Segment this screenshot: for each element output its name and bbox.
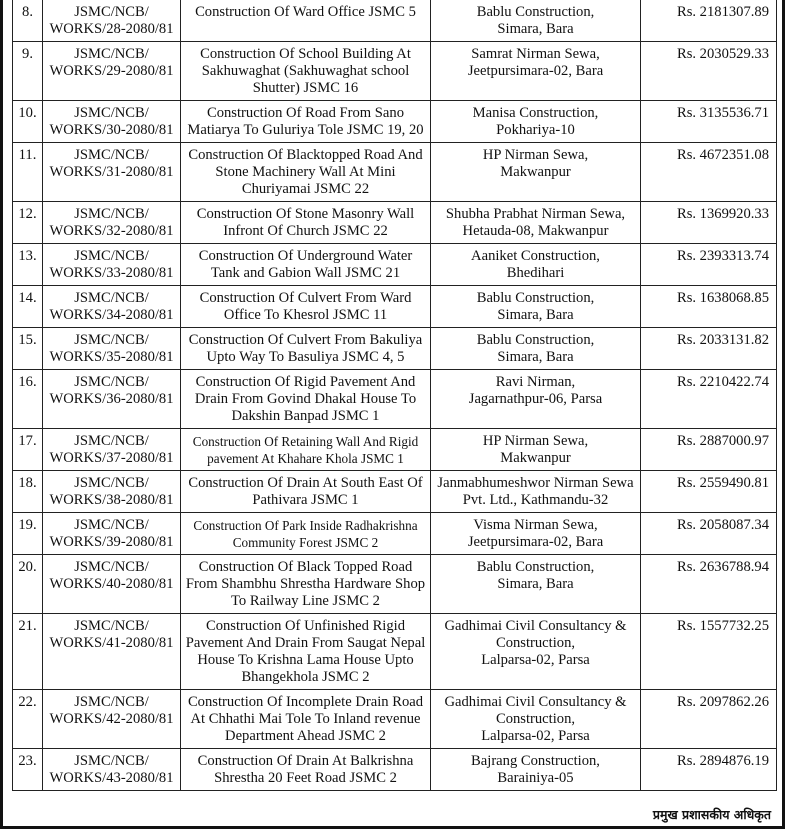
- work-description-cell-line: Construction Of Rigid Pavement And: [195, 374, 416, 390]
- contractor-cell-line: Bablu Construction,: [476, 4, 595, 20]
- reference-number-cell-line: JSMC/NCB/: [74, 559, 149, 575]
- table-row: [13, 202, 777, 244]
- contract-amount-cell: Rs. 2559490.81: [641, 471, 777, 513]
- reference-number-cell: [43, 101, 181, 143]
- reference-number-cell: [43, 429, 181, 471]
- table-row: [13, 513, 777, 555]
- contract-amount-cell: Rs. 2210422.74: [641, 370, 777, 429]
- work-description-cell: [181, 614, 431, 690]
- work-description-cell-line: Construction Of Unfinished Rigid: [205, 618, 406, 634]
- reference-number-cell-line: JSMC/NCB/: [74, 475, 149, 491]
- reference-number-cell: [43, 555, 181, 614]
- serial-number-cell: 20.: [13, 555, 43, 614]
- contractor-cell-line: Bablu Construction,: [476, 559, 595, 575]
- table-row: [13, 328, 777, 370]
- reference-number-cell: [43, 202, 181, 244]
- contractor-cell-line: Jeetpursimara-02, Bara: [467, 63, 604, 79]
- reference-number-cell-line: WORKS/38-2080/81: [49, 492, 174, 508]
- contractor-cell-line: Gadhimai Civil Consultancy &: [444, 694, 627, 710]
- contractor-cell-line: Samrat Nirman Sewa,: [471, 46, 600, 62]
- work-description-cell: [181, 471, 431, 513]
- serial-number-cell: 8.: [13, 0, 43, 42]
- serial-number-cell: 23.: [13, 749, 43, 791]
- contractor-cell-line: Jeetpursimara-02, Bara: [467, 534, 604, 550]
- serial-number-cell: 17.: [13, 429, 43, 471]
- contractor-cell: [431, 101, 641, 143]
- contractor-cell-line: Makwanpur: [500, 164, 571, 180]
- reference-number-cell-line: WORKS/37-2080/81: [49, 450, 174, 466]
- contractor-cell-line: Jagarnathpur-06, Parsa: [468, 391, 603, 407]
- serial-number-cell: 14.: [13, 286, 43, 328]
- table-row: [13, 555, 777, 614]
- table-row: [13, 370, 777, 429]
- contract-amount-cell: Rs. 1638068.85: [641, 286, 777, 328]
- work-description-cell-line: Construction Of Incomplete Drain Road: [187, 694, 424, 710]
- work-description-cell-line: Pathivara JSMC 1: [252, 492, 359, 508]
- contracts-table-body: [13, 0, 777, 791]
- work-description-cell-line: Shrestha 20 Feet Road JSMC 2: [214, 770, 397, 786]
- reference-number-cell-line: WORKS/32-2080/81: [49, 223, 174, 239]
- work-description-cell-line: Construction Of Culvert From Ward: [199, 290, 412, 306]
- reference-number-cell: [43, 690, 181, 749]
- work-description-cell-line: Construction Of Retaining Wall And Rigid: [192, 434, 419, 449]
- reference-number-cell: [43, 471, 181, 513]
- contractor-cell: [431, 244, 641, 286]
- work-description-cell: [181, 513, 431, 555]
- signature-caption: प्रमुख प्रशासकीय अधिकृत: [652, 807, 771, 822]
- serial-number-cell: 12.: [13, 202, 43, 244]
- work-description-cell-line: Drain From Govind Dhakal House To: [194, 391, 417, 407]
- reference-number-cell-line: JSMC/NCB/: [74, 618, 149, 634]
- contract-amount-cell: Rs. 2887000.97: [641, 429, 777, 471]
- contractor-cell-line: Manisa Construction,: [472, 105, 599, 121]
- table-row: [13, 749, 777, 791]
- reference-number-cell-line: JSMC/NCB/: [74, 517, 149, 533]
- contractor-cell-line: Lalparsa-02, Parsa: [481, 728, 590, 744]
- contractor-cell: [431, 370, 641, 429]
- contractor-cell: [431, 202, 641, 244]
- serial-number-cell: 13.: [13, 244, 43, 286]
- work-description-cell: [181, 429, 431, 471]
- contract-amount-cell: Rs. 2033131.82: [641, 328, 777, 370]
- table-row: [13, 244, 777, 286]
- work-description-cell: [181, 42, 431, 101]
- contractor-cell-line: Pvt. Ltd., Kathmandu-32: [462, 492, 609, 508]
- contractor-cell: [431, 429, 641, 471]
- work-description-cell-line: Upto Way To Basuliya JSMC 4, 5: [206, 349, 405, 365]
- work-description-cell-line: Infront Of Church JSMC 22: [223, 223, 388, 239]
- reference-number-cell-line: JSMC/NCB/: [74, 290, 149, 306]
- serial-number-cell: 19.: [13, 513, 43, 555]
- contractor-cell-line: Barainiya-05: [497, 770, 574, 786]
- contractor-cell: [431, 614, 641, 690]
- contractor-cell-line: Janmabhumeshwor Nirman Sewa: [437, 475, 634, 491]
- reference-number-cell-line: JSMC/NCB/: [74, 206, 149, 222]
- reference-number-cell-line: WORKS/35-2080/81: [49, 349, 174, 365]
- table-row: [13, 0, 777, 42]
- reference-number-cell-line: JSMC/NCB/: [74, 433, 149, 449]
- reference-number-cell: [43, 749, 181, 791]
- reference-number-cell-line: JSMC/NCB/: [74, 694, 149, 710]
- serial-number-cell: 9.: [13, 42, 43, 101]
- contractor-cell: [431, 749, 641, 791]
- work-description-cell: [181, 690, 431, 749]
- work-description-cell-line: Matiarya To Guluriya Tole JSMC 19, 20: [187, 122, 424, 138]
- work-description-cell: [181, 143, 431, 202]
- work-description-cell-line: Shutter) JSMC 16: [252, 80, 359, 96]
- reference-number-cell: [43, 370, 181, 429]
- work-description-cell-line: At Chhathi Mai Tole To Inland revenue: [190, 711, 421, 727]
- serial-number-cell: 10.: [13, 101, 43, 143]
- contractor-cell-line: Bablu Construction,: [476, 290, 595, 306]
- work-description-cell: [181, 0, 431, 42]
- contractor-cell-line: Shubha Prabhat Nirman Sewa,: [445, 206, 626, 222]
- serial-number-cell: 15.: [13, 328, 43, 370]
- contractor-cell-line: Bhedihari: [506, 265, 565, 281]
- work-description-cell-line: Construction Of Park Inside Radhakrishna: [193, 518, 418, 533]
- work-description-cell-line: House To Krishna Lama House Upto: [197, 652, 414, 668]
- table-row: [13, 286, 777, 328]
- table-row: [13, 471, 777, 513]
- reference-number-cell-line: JSMC/NCB/: [74, 105, 149, 121]
- reference-number-cell-line: JSMC/NCB/: [74, 4, 149, 20]
- work-description-cell-line: pavement At Khahare Khola JSMC 1: [207, 451, 404, 466]
- table-row: [13, 101, 777, 143]
- reference-number-cell-line: WORKS/30-2080/81: [49, 122, 174, 138]
- contract-amount-cell: Rs. 2393313.74: [641, 244, 777, 286]
- serial-number-cell: 21.: [13, 614, 43, 690]
- work-description-cell-line: Stone Machinery Wall At Mini: [215, 164, 396, 180]
- contracts-table: [12, 0, 777, 791]
- contract-amount-cell: Rs. 1557732.25: [641, 614, 777, 690]
- contract-amount-cell: Rs. 2030529.33: [641, 42, 777, 101]
- contractor-cell-line: HP Nirman Sewa,: [482, 433, 589, 449]
- contractor-cell: [431, 513, 641, 555]
- work-description-cell-line: Construction Of Stone Masonry Wall: [196, 206, 415, 222]
- contractor-cell: [431, 286, 641, 328]
- reference-number-cell: [43, 328, 181, 370]
- reference-number-cell-line: WORKS/31-2080/81: [49, 164, 174, 180]
- contractor-cell-line: Bablu Construction,: [476, 332, 595, 348]
- work-description-cell-line: Construction Of Road From Sano: [206, 105, 404, 121]
- contractor-cell-line: Simara, Bara: [497, 21, 574, 37]
- reference-number-cell: [43, 244, 181, 286]
- contractor-cell-line: Simara, Bara: [497, 349, 574, 365]
- reference-number-cell-line: WORKS/36-2080/81: [49, 391, 174, 407]
- contract-amount-cell: Rs. 4672351.08: [641, 143, 777, 202]
- contractor-cell-line: Simara, Bara: [497, 576, 574, 592]
- reference-number-cell-line: WORKS/43-2080/81: [49, 770, 174, 786]
- contractor-cell-line: Visma Nirman Sewa,: [473, 517, 598, 533]
- work-description-cell-line: Bhangekhola JSMC 2: [241, 669, 370, 685]
- work-description-cell-line: Construction Of Drain At South East Of: [188, 475, 423, 491]
- contract-amount-cell: Rs. 2058087.34: [641, 513, 777, 555]
- contractor-cell-line: Ravi Nirman,: [495, 374, 576, 390]
- reference-number-cell: [43, 143, 181, 202]
- reference-number-cell-line: JSMC/NCB/: [74, 374, 149, 390]
- reference-number-cell-line: WORKS/42-2080/81: [49, 711, 174, 727]
- reference-number-cell: [43, 42, 181, 101]
- contract-amount-cell: Rs. 2636788.94: [641, 555, 777, 614]
- reference-number-cell: [43, 614, 181, 690]
- contractor-cell-line: Gadhimai Civil Consultancy &: [444, 618, 627, 634]
- table-row: [13, 143, 777, 202]
- contractor-cell-line: Lalparsa-02, Parsa: [481, 652, 590, 668]
- work-description-cell: [181, 370, 431, 429]
- work-description-cell-line: To Railway Line JSMC 2: [231, 593, 380, 609]
- work-description-cell-line: Community Forest JSMC 2: [232, 535, 379, 550]
- work-description-cell-line: Construction Of Blacktopped Road And: [188, 147, 423, 163]
- contractor-cell-line: Bajrang Construction,: [471, 753, 600, 769]
- work-description-cell: [181, 555, 431, 614]
- contractor-cell-line: Simara, Bara: [497, 307, 574, 323]
- table-row: [13, 429, 777, 471]
- work-description-cell: [181, 101, 431, 143]
- table-row: [13, 614, 777, 690]
- contractor-cell: [431, 328, 641, 370]
- reference-number-cell-line: JSMC/NCB/: [74, 46, 149, 62]
- work-description-cell-line: Pavement And Drain From Saugat Nepal: [185, 635, 426, 651]
- serial-number-cell: 11.: [13, 143, 43, 202]
- reference-number-cell-line: JSMC/NCB/: [74, 753, 149, 769]
- contract-amount-cell: Rs. 2181307.89: [641, 0, 777, 42]
- contract-amount-cell: Rs. 2894876.19: [641, 749, 777, 791]
- work-description-cell-line: Department Ahead JSMC 2: [225, 728, 386, 744]
- contractor-cell-line: Aaniket Construction,: [471, 248, 600, 264]
- work-description-cell-line: Office To Khesrol JSMC 11: [223, 307, 388, 323]
- contractor-cell: [431, 690, 641, 749]
- contractor-cell: [431, 143, 641, 202]
- contractor-cell: [431, 42, 641, 101]
- work-description-cell-line: Construction Of Drain At Balkrishna: [197, 753, 414, 769]
- reference-number-cell-line: JSMC/NCB/: [74, 248, 149, 264]
- contractor-cell-line: HP Nirman Sewa,: [482, 147, 589, 163]
- work-description-cell-line: Construction Of School Building At: [200, 46, 411, 62]
- reference-number-cell-line: WORKS/39-2080/81: [49, 534, 174, 550]
- table-row: [13, 690, 777, 749]
- work-description-cell-line: Construction Of Ward Office JSMC 5: [195, 4, 416, 20]
- work-description-cell-line: Dakshin Banpad JSMC 1: [231, 408, 380, 424]
- contractor-cell-line: Hetauda-08, Makwanpur: [462, 223, 609, 239]
- contractor-cell-line: Construction,: [495, 711, 576, 727]
- contractor-cell-line: Makwanpur: [500, 450, 571, 466]
- contractor-cell: [431, 0, 641, 42]
- reference-number-cell-line: JSMC/NCB/: [74, 147, 149, 163]
- serial-number-cell: 18.: [13, 471, 43, 513]
- reference-number-cell-line: WORKS/34-2080/81: [49, 307, 174, 323]
- reference-number-cell-line: JSMC/NCB/: [74, 332, 149, 348]
- reference-number-cell: [43, 0, 181, 42]
- serial-number-cell: 22.: [13, 690, 43, 749]
- reference-number-cell: [43, 286, 181, 328]
- reference-number-cell: [43, 513, 181, 555]
- contractor-cell: [431, 555, 641, 614]
- work-description-cell: [181, 202, 431, 244]
- reference-number-cell-line: WORKS/29-2080/81: [49, 63, 174, 79]
- work-description-cell: [181, 328, 431, 370]
- contractor-cell-line: Construction,: [495, 635, 576, 651]
- contract-amount-cell: Rs. 3135536.71: [641, 101, 777, 143]
- reference-number-cell-line: WORKS/41-2080/81: [49, 635, 174, 651]
- reference-number-cell-line: WORKS/28-2080/81: [49, 21, 174, 37]
- work-description-cell: [181, 286, 431, 328]
- contract-amount-cell: Rs. 2097862.26: [641, 690, 777, 749]
- contract-amount-cell: Rs. 1369920.33: [641, 202, 777, 244]
- work-description-cell: [181, 244, 431, 286]
- work-description-cell-line: From Shambhu Shrestha Hardware Shop: [185, 576, 426, 592]
- work-description-cell-line: Construction Of Black Topped Road: [198, 559, 413, 575]
- contractor-cell-line: Pokhariya-10: [496, 122, 575, 138]
- reference-number-cell-line: WORKS/33-2080/81: [49, 265, 174, 281]
- work-description-cell: [181, 749, 431, 791]
- table-row: [13, 42, 777, 101]
- reference-number-cell-line: WORKS/40-2080/81: [49, 576, 174, 592]
- work-description-cell-line: Sakhuwaghat (Sakhuwaghat school: [201, 63, 410, 79]
- work-description-cell-line: Tank and Gabion Wall JSMC 21: [210, 265, 401, 281]
- work-description-cell-line: Construction Of Underground Water: [198, 248, 413, 264]
- contractor-cell: [431, 471, 641, 513]
- serial-number-cell: 16.: [13, 370, 43, 429]
- work-description-cell-line: Churiyamai JSMC 22: [241, 181, 370, 197]
- work-description-cell-line: Construction Of Culvert From Bakuliya: [188, 332, 423, 348]
